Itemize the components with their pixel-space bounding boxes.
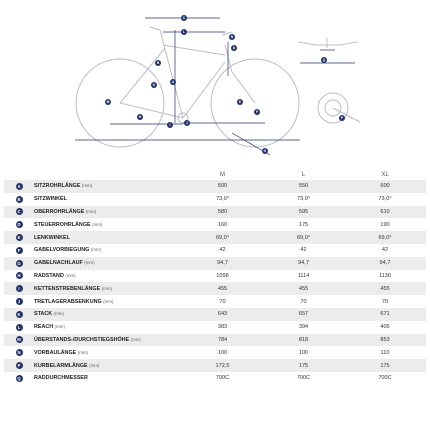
- row-value-l: 394: [298, 324, 309, 331]
- dimension-lines: [75, 18, 300, 155]
- row-unit: (mm): [81, 183, 93, 189]
- row-value-xl: 190: [380, 221, 390, 228]
- marker-letter: C: [182, 16, 186, 21]
- row-label-text: STACK: [34, 311, 53, 318]
- row-value-l: 94,7: [298, 260, 309, 267]
- table-row: [4, 282, 426, 295]
- row-label: [34, 218, 182, 231]
- row-label-text: OBERROHRLÄNGE: [34, 208, 85, 215]
- marker-letter: I: [169, 123, 171, 128]
- letter-badge: C: [17, 209, 21, 215]
- diagram-marker: [151, 82, 157, 88]
- row-unit: (mm): [89, 362, 100, 368]
- row-label-text: VORBAULÄNGE: [34, 349, 77, 356]
- row-badge-cell: [4, 244, 34, 257]
- table-row: [4, 334, 426, 347]
- row-value-xl: 455: [380, 285, 390, 292]
- row-unit: (mm): [84, 260, 95, 266]
- table-row: [4, 372, 426, 385]
- row-value-xl: 70: [381, 298, 389, 305]
- row-badge-cell: [4, 372, 34, 385]
- letter-badge: B: [17, 196, 21, 202]
- table-row: [4, 308, 426, 321]
- marker-letter: J: [186, 121, 188, 126]
- row-value-m: 100: [217, 349, 228, 356]
- marker-letter: M: [106, 100, 110, 105]
- row-label-text: ÜBERSTANDS-/DURCHSTIEGSHÖHE: [34, 336, 130, 343]
- diagram-marker: [229, 34, 235, 40]
- table-row: [4, 193, 426, 206]
- row-value-l: 73,0°: [296, 196, 311, 203]
- row-value-l: 69,0°: [296, 234, 311, 241]
- row-value-xl: 610: [380, 208, 390, 215]
- row-label: [34, 257, 182, 270]
- row-value-l: 100: [298, 349, 309, 356]
- diagram-markers: [105, 15, 345, 154]
- marker-letter: K: [152, 83, 156, 88]
- table-row: [4, 206, 426, 219]
- row-unit: (mm): [130, 336, 141, 342]
- marker-letter: G: [263, 149, 267, 154]
- row-unit: (mm): [85, 208, 97, 214]
- row-label: [34, 282, 182, 295]
- header-badge-col: [4, 170, 34, 180]
- letter-badge: G: [17, 260, 21, 266]
- marker-letter: Q: [322, 58, 326, 63]
- row-badge-cell: [4, 282, 34, 295]
- row-badge-cell: [4, 180, 34, 193]
- row-value-xl: 853: [380, 336, 390, 343]
- row-label-text: GABELVORBIEGUNG: [34, 247, 90, 254]
- row-label: [34, 231, 182, 244]
- table-row: [4, 295, 426, 308]
- row-label-text: LENKWINKEL: [34, 234, 70, 241]
- row-value-l: 175: [298, 221, 309, 228]
- row-value-m: 69,0°: [215, 234, 230, 241]
- letter-badge: I: [16, 285, 23, 292]
- table-row: [4, 270, 426, 283]
- geometry-diagram: [0, 0, 430, 168]
- geometry-table-container: [4, 170, 426, 385]
- row-value-l: 657: [298, 311, 309, 318]
- header-label-col: [34, 170, 182, 180]
- table-row: [4, 218, 426, 231]
- row-value-xl: 700C: [378, 375, 392, 382]
- row-badge-cell: [4, 334, 34, 347]
- letter-badge: M: [17, 337, 21, 343]
- row-value-m: 172,5: [215, 362, 230, 369]
- row-badge-cell: [4, 308, 34, 321]
- row-badge-cell: [4, 270, 34, 283]
- row-value-m: 455: [217, 285, 228, 292]
- row-label-text: SITZWINKEL: [34, 196, 67, 203]
- row-value-xl: 600: [380, 183, 390, 190]
- diagram-marker: [237, 99, 243, 105]
- row-value-m: 700C: [215, 375, 230, 382]
- handlebar-diagram-icon: [298, 38, 358, 48]
- letter-badge: E: [16, 234, 23, 241]
- row-badge-cell: [4, 206, 34, 219]
- row-label: [34, 270, 182, 283]
- handlebar-dimensions: [300, 50, 355, 63]
- row-label: [34, 244, 182, 257]
- letter-badge: D: [17, 222, 21, 228]
- letter-badge: P: [16, 362, 23, 369]
- row-label-text: GABELNACHLAUF: [34, 260, 83, 267]
- marker-letter: D: [232, 46, 236, 51]
- row-unit: (mm): [77, 349, 88, 355]
- table-body: [4, 180, 426, 385]
- row-value-m: 160: [217, 221, 228, 228]
- marker-letter: H: [138, 115, 142, 120]
- table-row: [4, 321, 426, 334]
- row-value-m: 784: [217, 336, 228, 343]
- row-value-m: 580: [217, 208, 228, 215]
- row-value-m: 42: [219, 247, 226, 254]
- row-value-l: 42: [300, 247, 307, 254]
- row-value-xl: 1130: [378, 272, 392, 279]
- row-label-text: RADSTAND: [34, 272, 64, 279]
- marker-letter: E: [238, 100, 242, 105]
- row-value-m: 73,0°: [215, 196, 230, 203]
- row-value-xl: 94,7: [379, 260, 391, 267]
- letter-badge: J: [16, 298, 23, 305]
- row-value-l: 550: [298, 183, 309, 190]
- row-unit: (mm): [101, 285, 112, 291]
- diagram-marker: [231, 45, 237, 51]
- header-size-xl: XL: [381, 172, 389, 178]
- row-value-m: 500: [217, 183, 228, 190]
- row-value-l: 700C: [296, 375, 311, 382]
- row-value-l: 455: [298, 285, 309, 292]
- letter-badge: Q: [17, 375, 21, 381]
- row-value-xl: 671: [380, 311, 390, 318]
- row-label: [34, 321, 182, 334]
- row-badge-cell: [4, 359, 34, 372]
- diagram-marker: [184, 120, 190, 126]
- row-unit: (mm): [65, 272, 76, 278]
- row-label: [34, 372, 182, 385]
- diagram-marker: [181, 15, 187, 21]
- row-label-text: KETTENSTREBENLÄNGE: [34, 285, 101, 292]
- row-unit: (mm): [53, 311, 64, 317]
- row-value-xl: 175: [380, 362, 390, 369]
- table-row: [4, 359, 426, 372]
- row-badge-cell: [4, 295, 34, 308]
- row-value-l: 70: [300, 298, 307, 305]
- marker-letter: L: [182, 30, 186, 35]
- table-row: [4, 244, 426, 257]
- table-row: [4, 180, 426, 193]
- row-label: [34, 334, 182, 347]
- row-value-l: 818: [298, 336, 309, 343]
- marker-letter: N: [230, 35, 234, 40]
- row-label-text: RADDURCHMESSER: [34, 375, 88, 382]
- row-value-l: 595: [298, 208, 309, 215]
- row-label-text: KURBELARMLÄNGE: [34, 362, 88, 369]
- marker-letter: B: [156, 61, 160, 66]
- row-value-xl: 42: [381, 247, 389, 254]
- row-label: [34, 295, 182, 308]
- row-badge-cell: [4, 257, 34, 270]
- row-label: [34, 180, 182, 193]
- row-label-text: STEUERROHRLÄNGE: [34, 221, 91, 228]
- letter-badge: A: [17, 183, 21, 189]
- diagram-marker: [321, 57, 327, 63]
- diagram-marker: [254, 109, 260, 115]
- table-row: [4, 346, 426, 359]
- row-value-xl: 69,0°: [378, 234, 392, 241]
- letter-badge: F: [16, 247, 23, 254]
- row-badge-cell: [4, 218, 34, 231]
- row-label: [34, 193, 182, 206]
- crankset-diagram-icon: [318, 93, 360, 123]
- row-value-xl: 73,0°: [378, 196, 392, 203]
- row-label: [34, 359, 182, 372]
- row-value-xl: 405: [380, 324, 390, 331]
- row-badge-cell: [4, 231, 34, 244]
- row-value-m: 643: [217, 311, 228, 318]
- row-value-m: 70: [219, 298, 226, 305]
- row-value-m: 94,7: [217, 260, 228, 267]
- bike-frame-diagram-icon: [76, 27, 299, 147]
- header-size-m: M: [220, 172, 225, 178]
- table-row: [4, 257, 426, 270]
- diagram-marker: [105, 99, 111, 105]
- row-badge-cell: [4, 321, 34, 334]
- row-label: [34, 206, 182, 219]
- row-value-xl: 110: [380, 349, 390, 356]
- table-header-row: [4, 170, 426, 180]
- marker-letter: A: [171, 80, 175, 85]
- row-value-m: 1098: [216, 272, 229, 279]
- table-row: [4, 231, 426, 244]
- diagram-marker: [181, 29, 187, 35]
- diagram-marker: [262, 148, 268, 154]
- row-label: [34, 346, 182, 359]
- row-label-text: SITZROHRLÄNGE: [34, 183, 81, 190]
- row-unit: (mm): [92, 221, 103, 227]
- row-label-text: REACH: [34, 324, 54, 331]
- row-label-text: TRETLAGERABSENKUNG: [34, 298, 102, 305]
- row-label: [34, 308, 182, 321]
- row-value-l: 1114: [297, 272, 310, 279]
- row-unit: (mm): [103, 298, 114, 304]
- row-unit: (mm): [54, 324, 65, 330]
- geometry-table: [4, 170, 426, 385]
- letter-badge: L: [16, 324, 23, 331]
- letter-badge: H: [17, 273, 21, 279]
- row-unit: (mm): [90, 247, 102, 253]
- diagram-marker: [167, 122, 173, 128]
- row-value-l: 175: [298, 362, 309, 369]
- letter-badge: N: [17, 350, 21, 356]
- row-value-m: 383: [217, 324, 228, 331]
- diagram-marker: [170, 79, 176, 85]
- row-badge-cell: [4, 193, 34, 206]
- letter-badge: K: [17, 311, 21, 317]
- diagram-marker: [339, 115, 345, 121]
- marker-letter: P: [340, 116, 344, 121]
- diagram-marker: [137, 114, 143, 120]
- diagram-marker: [155, 60, 161, 66]
- header-size-l: L: [301, 172, 306, 178]
- row-badge-cell: [4, 346, 34, 359]
- marker-letter: F: [255, 110, 259, 115]
